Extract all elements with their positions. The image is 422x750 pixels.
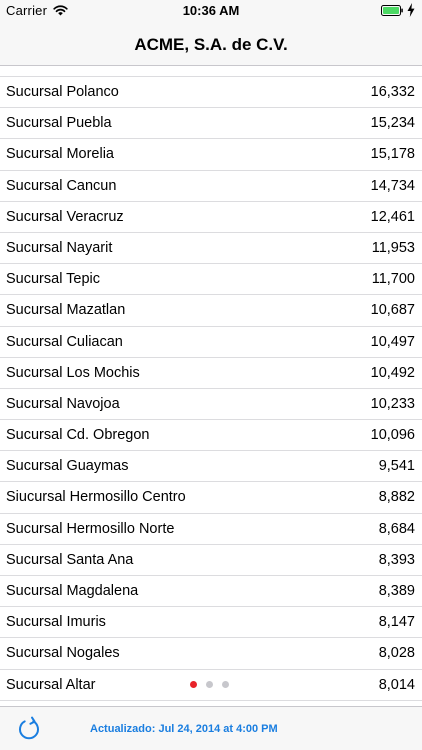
table-row[interactable] [0, 358, 422, 389]
battery-icon [381, 5, 403, 16]
branch-name: Sucursal Nayarit [6, 239, 113, 256]
page-control[interactable] [190, 681, 229, 689]
table-row[interactable] [0, 233, 422, 264]
branch-value: 10,497 [370, 333, 415, 350]
table-row[interactable] [0, 77, 422, 108]
table-row[interactable] [0, 451, 422, 482]
carrier-label: Carrier [6, 3, 48, 18]
page-dot-1[interactable] [190, 681, 197, 688]
branch-value: 11,953 [371, 239, 415, 256]
branch-name: Sucursal Hermosillo Norte [6, 520, 175, 537]
table-row[interactable] [0, 171, 422, 202]
branch-value: 8,684 [378, 520, 415, 537]
branch-value: 10,492 [370, 364, 415, 381]
table-row[interactable] [0, 545, 422, 576]
table-row[interactable] [0, 607, 422, 638]
branch-name: Sucursal Polanco [6, 84, 119, 100]
branch-value: 15,234 [370, 115, 415, 132]
branch-name: Sucursal Altar [6, 676, 96, 693]
table-row[interactable] [0, 327, 422, 358]
table-row[interactable] [0, 264, 422, 295]
branch-value: 11,700 [371, 271, 415, 288]
branch-name: Sucursal Veracruz [6, 208, 124, 225]
navigation-bar [0, 22, 422, 66]
status-time: 10:36 AM [182, 3, 240, 18]
branch-value: 15,178 [370, 146, 415, 163]
branch-name: Siucursal Hermosillo Centro [6, 489, 186, 506]
branch-name: Sucursal Imuris [6, 614, 106, 631]
branch-name: Sucursal Guaymas [6, 458, 129, 475]
branch-value: 14,734 [370, 177, 415, 194]
table-row[interactable] [0, 576, 422, 607]
table-row[interactable] [0, 482, 422, 513]
branch-value: 8,393 [378, 551, 415, 568]
branch-name: Sucursal Navojoa [6, 395, 120, 412]
branch-value: 8,389 [378, 583, 415, 599]
branch-name: Sucursal Magdalena [6, 583, 139, 599]
branch-name: Sucursal Tepic [6, 271, 101, 288]
branch-name: Sucursal Cd. Obregon [6, 427, 150, 444]
branch-value: 9,541 [378, 458, 415, 475]
branch-value: 8,882 [378, 489, 415, 506]
table-row[interactable] [0, 514, 422, 545]
branch-name: Sucursal Los Mochis [6, 364, 140, 381]
branch-value: 12,461 [370, 208, 415, 225]
branch-value: 8,147 [378, 614, 415, 631]
table-row[interactable] [0, 108, 422, 139]
table-row[interactable] [0, 139, 422, 170]
branch-value: 10,687 [370, 302, 415, 319]
refresh-icon[interactable] [16, 716, 42, 742]
table-row[interactable] [0, 389, 422, 420]
table-row[interactable] [0, 420, 422, 451]
branch-value: 10,233 [370, 395, 415, 412]
branch-list[interactable] [0, 76, 422, 701]
branch-value: 10,096 [370, 427, 415, 444]
branch-name: Sucursal Nogales [6, 645, 120, 662]
branch-name: Sucursal Morelia [6, 146, 114, 163]
table-row[interactable] [0, 202, 422, 233]
charging-bolt-icon [407, 3, 415, 17]
bottom-toolbar [0, 706, 422, 750]
branch-value: 8,014 [378, 676, 415, 693]
branch-name: Sucursal Cancun [6, 177, 117, 194]
last-updated-label: Actualizado: Jul 24, 2014 at 4:00 PM [90, 723, 278, 735]
table-row[interactable] [0, 638, 422, 669]
branch-name: Sucursal Puebla [6, 115, 112, 132]
branch-name: Sucursal Santa Ana [6, 551, 134, 568]
table-row[interactable] [0, 295, 422, 326]
branch-name: Sucursal Mazatlan [6, 302, 126, 319]
branch-value: 16,332 [370, 84, 415, 100]
page-title: ACME, S.A. de C.V. [134, 35, 288, 54]
page-dot-3[interactable] [222, 681, 229, 688]
status-bar [0, 0, 422, 22]
branch-value: 8,028 [378, 645, 415, 662]
branch-name: Sucursal Culiacan [6, 333, 123, 350]
page-dot-2[interactable] [206, 681, 213, 688]
